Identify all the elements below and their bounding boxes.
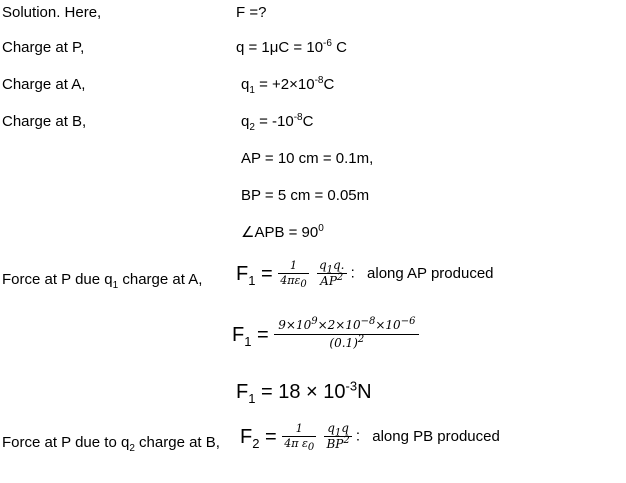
force1-label: Force at P due $q_1$ charge at A,	[2, 271, 203, 291]
value-bp: BP = 5 cm = 0.05m	[241, 187, 370, 204]
force1-lhs: $F_1$ =	[236, 262, 279, 288]
force2-term-fraction: $\frac{q_1q}{BP^2}$	[326, 421, 350, 451]
label-charge-b: Charge at B,	[2, 113, 87, 130]
force1-term-fraction: $\frac{q_1q.}{AP^2}$	[318, 258, 345, 288]
force1-equation: $F_1$ = $\frac{1}{4\pi\varepsilon_0}$ $\frac{q_1q.}{AP^2}$ : along AP produced	[236, 258, 494, 291]
value-ap: AP = 10 cm = 0.1m,	[241, 150, 374, 167]
force-unknown: F =?	[236, 4, 267, 21]
label-charge-a: Charge at A,	[2, 76, 86, 93]
force2-coef-fraction: $\frac{1}{4\pi \varepsilon_0}$	[284, 422, 315, 454]
value-q: $q = 1\mu C = 10^{-6}$ C	[236, 38, 347, 56]
force1-sub-fraction: $\frac{9\times 10^9\times 2\times 10^{-8}\times 10^{-6}}{(0.1)^2}$	[274, 317, 419, 352]
value-q2: $q_2 = -10^{-8}C$	[241, 112, 314, 133]
force2-equation: $F_2$ = $\frac{1}{4\pi \varepsilon_0}$ $\frac{q_1q}{BP^2}$ : along PB produced	[240, 421, 500, 454]
solution-heading: Solution. Here,	[2, 4, 102, 21]
force1-coef-fraction: $\frac{1}{4\pi\varepsilon_0}$	[280, 259, 307, 291]
label-charge-p: Charge at P,	[2, 39, 85, 56]
value-q1: $q_1 = +2\times 10^{-8}C$	[241, 75, 335, 96]
force2-label: Force at P due to $q_2$ charge at B,	[2, 434, 220, 454]
force1-result: $F_1 = 18 \times 10^{-3}N$	[236, 378, 372, 406]
value-angle: ∠APB = $90^0$	[241, 223, 324, 241]
force1-substitution: $F_1$ = $\frac{9\times 10^9\times 2\times 10^{-8}\times 10^{-6}}{(0.1)^2}$	[232, 317, 419, 352]
